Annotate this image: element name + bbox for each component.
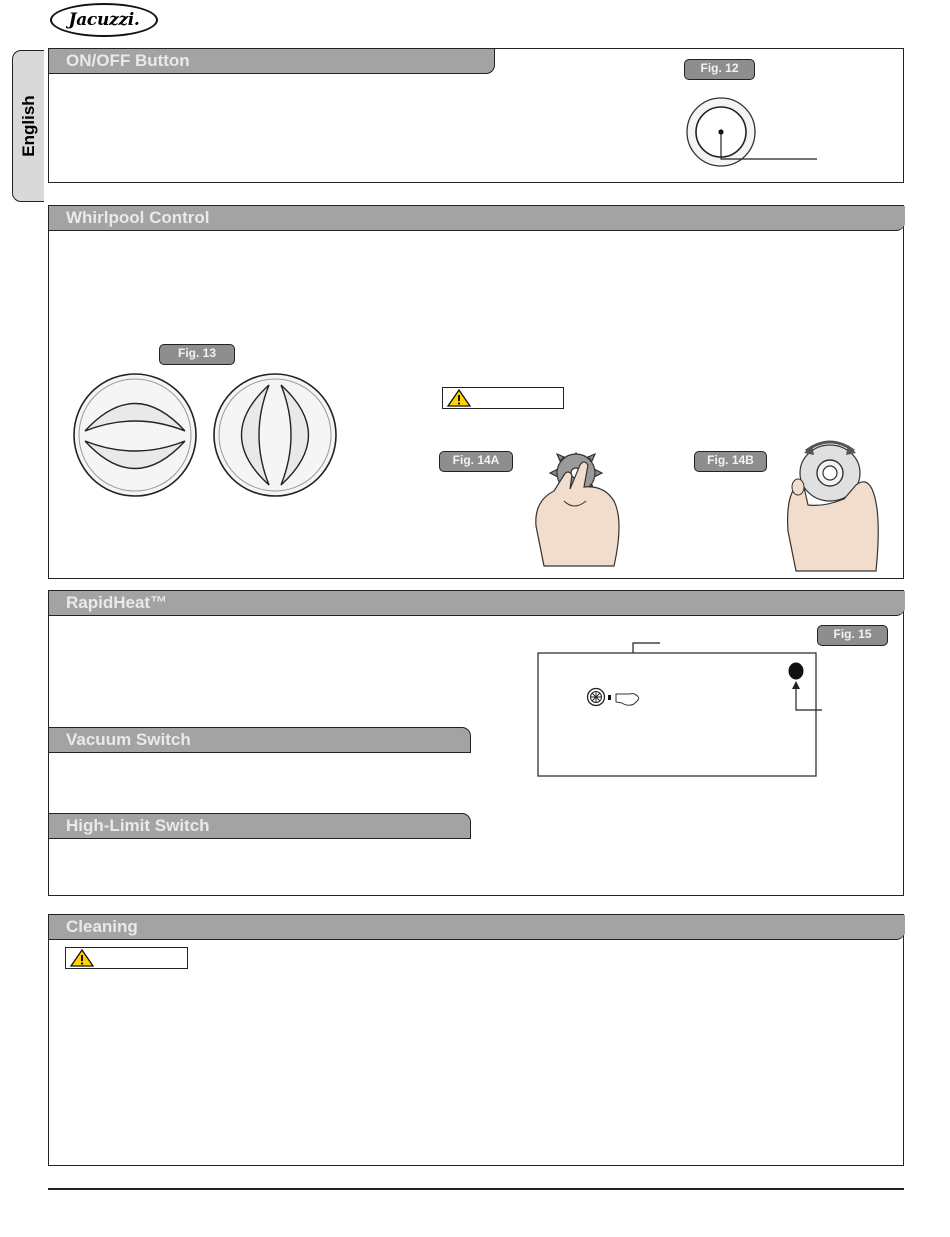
language-tab-label: English	[18, 95, 38, 157]
section-title-whirlpool: Whirlpool Control	[49, 206, 905, 231]
warning-triangle-icon	[446, 388, 472, 408]
fig-13-label: Fig. 13	[159, 344, 235, 365]
fig-12-label: Fig. 12	[684, 59, 755, 80]
section-title-cleaning: Cleaning	[49, 915, 905, 940]
on-off-button-figure	[679, 97, 829, 167]
logo-mark: .	[133, 10, 140, 30]
jet-control-knobs-figure	[69, 371, 369, 501]
fig-14b-label: Fig. 14B	[694, 451, 767, 472]
section-title-vacuum-switch: Vacuum Switch	[49, 727, 471, 753]
caution-box-cleaning	[65, 947, 188, 969]
section-title-on-off: ON/OFF Button	[49, 49, 495, 74]
logo-wordmark: Jacuzzi	[68, 10, 134, 30]
footer-rule	[48, 1188, 904, 1190]
language-tab	[12, 50, 44, 202]
section-rapidheat	[48, 590, 904, 896]
section-whirlpool	[48, 205, 904, 579]
section-title-rapidheat: RapidHeat™	[49, 591, 905, 616]
jet-rotate-hand-figure	[784, 431, 894, 576]
section-on-off	[48, 48, 904, 183]
section-title-high-limit-switch: High-Limit Switch	[49, 813, 471, 839]
caution-box-whirlpool	[442, 387, 564, 409]
jet-direction-hand-figure	[534, 431, 644, 571]
fig-15-label: Fig. 15	[817, 625, 888, 646]
jacuzzi-logo	[50, 3, 158, 37]
warning-triangle-icon	[69, 948, 95, 968]
fig-14a-label: Fig. 14A	[439, 451, 513, 472]
rapidheat-panel-diagram	[534, 637, 834, 782]
section-cleaning	[48, 914, 904, 1166]
